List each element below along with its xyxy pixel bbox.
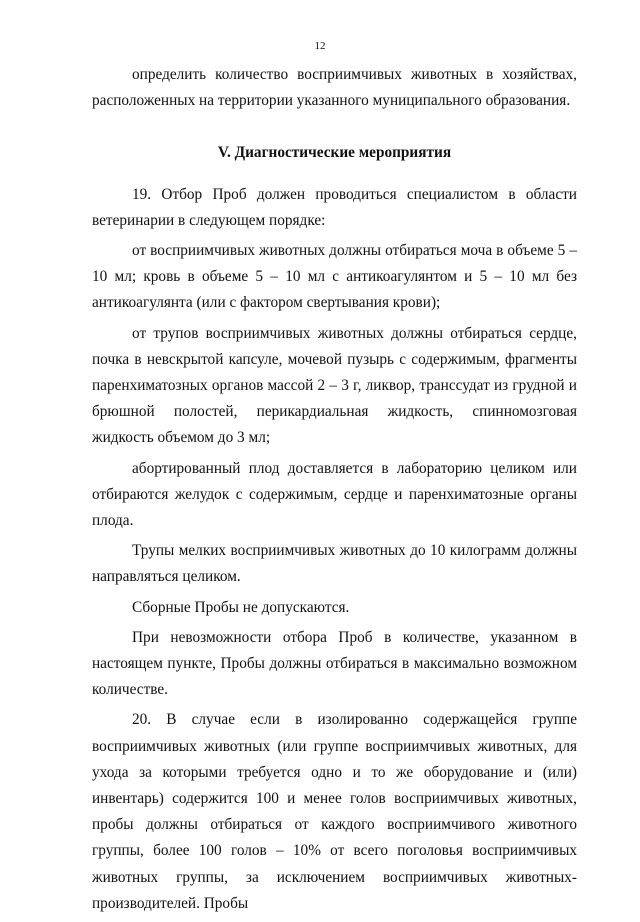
paragraph-19-small-carcasses: Трупы мелких восприимчивых животных до 10 килограмм должны направляться целиком. bbox=[92, 542, 577, 586]
paragraph-19-carcasses: от трупов восприимчивых животных должны отбираться сердце, почка в невскрытой капсуле, мочевой пузырь с содержимым, фрагменты паренхиматозных органов массой 2 – 3 г, ликвор, транссудат из грудной и брюшной полостей, перикардиальная жидкость, спинномозговая жидкость объемом до 3 мл; bbox=[92, 324, 577, 447]
paragraph-19-max-quantity: При невозможности отбора Проб в количестве, указанном в настоящем пункте, Пробы должны отбираться в максимально возможном количестве. bbox=[92, 628, 577, 699]
page-number: 12 bbox=[314, 40, 326, 52]
document-body bbox=[92, 62, 577, 917]
section-heading: V. Диагностические мероприятия bbox=[217, 144, 452, 162]
paragraph-19-live-animals: от восприимчивых животных должны отбираться моча в объеме 5 – 10 мл; кровь в объеме 5 – 10 мл с антикоагулянтом и 5 – 10 мл без антикоагулянта (или с фактором свертывания крови); bbox=[92, 242, 577, 312]
paragraph-19-pooled-samples: Сборные Пробы не допускаются. bbox=[132, 598, 350, 616]
paragraph-19-aborted-fetus: абортированный плод доставляется в лабораторию целиком или отбираются желудок с содержимым, сердце и паренхиматозные органы плода. bbox=[92, 459, 577, 530]
paragraph-20: 20. В случае если в изолированно содержащейся группе восприимчивых животных (или группе восприимчивых животных, для ухода за которыми требуется одно и то же оборудование и (или) инвентарь) содержится 100 и менее голов восприимчивых животных, пробы должны отбираться от каждого восприимчивого животного группы, более 100 голов – 10% от всего поголовья восприимчивых животных группы, за исключением восприимчивых животных-производителей. Пробы bbox=[92, 711, 577, 912]
paragraph-intro: определить количество восприимчивых животных в хозяйствах, расположенных на территории указанного муниципального образования. bbox=[92, 66, 577, 110]
paragraph-19: 19. Отбор Проб должен проводиться специалистом в области ветеринарии в следующем порядке: bbox=[92, 185, 577, 229]
